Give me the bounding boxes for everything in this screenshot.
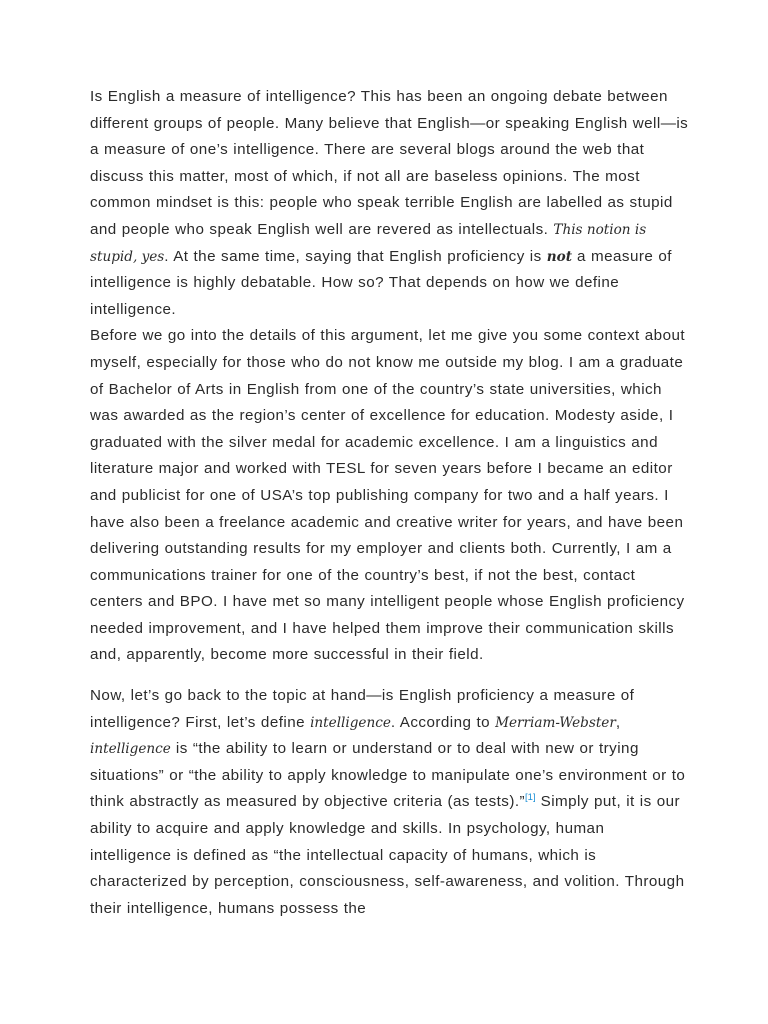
definition-text-3: , [615,713,621,731]
article-body [90,84,690,922]
intro-emphasis-not: not [546,248,572,265]
paragraph-intro [90,84,690,323]
intro-text-1: Is English a measure of intelligence? This has been an ongoing debate between different groups of people. Many believe that English—or speaking English well—is a measure of one’s intelligence. There are several blogs around the web that discuss this matter, most of which, if not all are baseless opinions. The most common mindset is this: people who speak terrible English are labelled as stupid and people who speak English well are revered as intellectuals. [90,88,689,238]
paragraph-about-author: Before we go into the details of this argument, let me give you some context about myself, especially for those who do not know me outside my blog. I am a graduate of Bachelor of Arts in English from one of the country’s state universities, which was awarded as the region’s center of excellence for education. Modesty aside, I graduated with the silver medal for academic excellence. I am a linguistics and literature major and worked with TESL for seven years before I became an editor and publicist for one of USA’s top publishing company for two and a half years. I have also been a freelance academic and creative writer for years, and have been delivering outstanding results for my employer and clients both. Currently, I am a communications trainer for one of the country’s best, if not the best, contact centers and BPO. I have met so many intelligent people whose English proficiency needed improvement, and I have helped them improve their communication skills and, apparently, become more successful in their field. [90,327,686,664]
definition-italic-source: Merriam-Webster [495,714,616,731]
definition-text-1: Now, let’s go back to the topic at hand—is English proficiency a measure of intelligence? First, let’s define [90,687,635,731]
definition-text-2: . According to [390,713,496,731]
definition-italic-term: intelligence [90,741,171,758]
definition-text-4: is “the ability to learn or understand or to deal with new or trying situations” or “the ability to apply knowledge to manipulate one’s environment or to think abstractly as measured by objective criteria (as tests).” [90,740,686,811]
paragraph-definition [90,683,690,922]
footnote-link[interactable]: [1] [525,792,536,804]
intro-text-3: a measure of intelligence is highly debatable. How so? That depends on how we define intelligence. [90,247,672,318]
intro-text-2: . At the same time, saying that English proficiency is [164,247,547,265]
definition-text-5: Simply put, it is our ability to acquire and apply knowledge and skills. In psychology, human intelligence is defined as “the intellectual capacity of humans, which is characterized by perception, consciousness, self-awareness, and volition. Through their intelligence, humans possess the [90,793,685,917]
intro-italic-remark: This notion is stupid, yes [90,221,647,265]
definition-italic-intelligence: intelligence [310,714,391,731]
